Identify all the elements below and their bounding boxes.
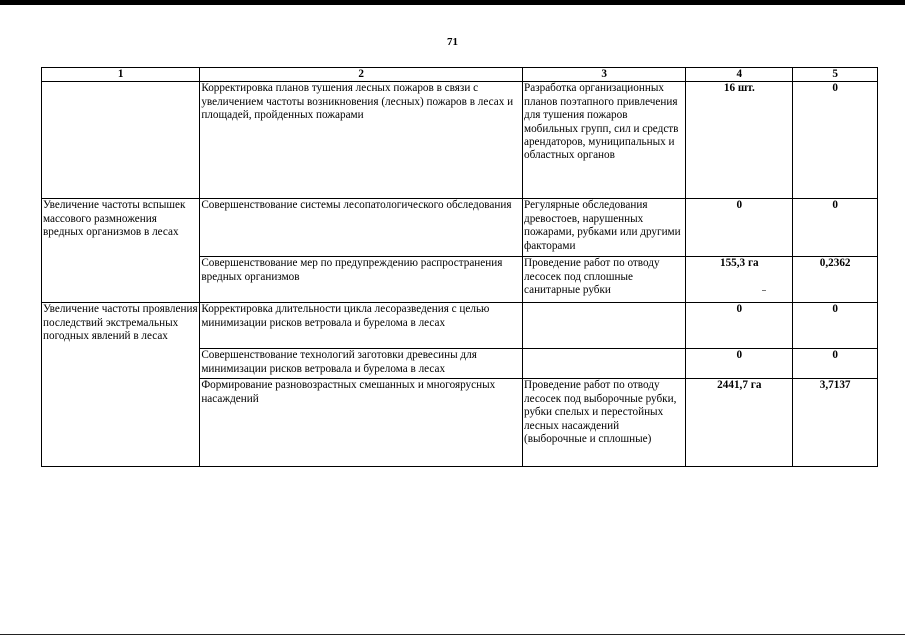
measures-table [41,67,878,467]
cost-cell: 0 [793,82,878,199]
page-number: 71 [447,36,458,48]
measure-cell: Формирование разновозрастных смешанных и многоярусных насаждений [200,379,523,467]
table-row [42,303,878,349]
risk-cell: Увеличение частоты вспышек массового размножения вредных организмов в лесах [42,199,200,303]
cost-cell: 0 [793,199,878,257]
table-row [42,199,878,257]
header-col-4: 4 [686,68,793,82]
action-cell: Разработка организационных планов поэтапного привлечения для тушения пожаров мобильных групп, сил и средств арендаторов, муниципальных и областных органов [523,82,686,199]
cost-cell: 3,7137 [793,379,878,467]
action-cell: Проведение работ по отводу лесосек под выборочные рубки, рубки спелых и перестойных лесных насаждений (выборочные и сплошные) [523,379,686,467]
volume-cell: 155,3 га [686,257,793,303]
measure-cell: Совершенствование технологий заготовки древесины для минимизации рисков ветровала и бурелома в лесах [200,349,523,379]
table-row [42,82,878,199]
action-cell: Регулярные обследования древостоев, нарушенных пожарами, рубками или другими факторами [523,199,686,257]
header-row [42,68,878,82]
volume-cell: 2441,7 га [686,379,793,467]
measure-cell: Совершенствование системы лесопатологического обследования [200,199,523,257]
measure-cell: Корректировка длительности цикла лесоразведения с целью минимизации рисков ветровала и бурелома в лесах [200,303,523,349]
cost-cell: 0,2362 [793,257,878,303]
action-cell [523,303,686,349]
risk-cell [42,82,200,199]
volume-cell: 0 [686,349,793,379]
scan-bottom-border [0,634,905,635]
cost-cell: 0 [793,303,878,349]
action-cell [523,349,686,379]
scan-smudge [762,290,766,291]
volume-cell: 0 [686,303,793,349]
cost-cell: 0 [793,349,878,379]
scan-top-border [0,0,905,5]
header-col-3: 3 [523,68,686,82]
header-col-5: 5 [793,68,878,82]
volume-cell: 16 шт. [686,82,793,199]
header-col-2: 2 [200,68,523,82]
volume-cell: 0 [686,199,793,257]
header-col-1: 1 [42,68,200,82]
risk-cell: Увеличение частоты проявления последствий экстремальных погодных явлений в лесах [42,303,200,467]
action-cell: Проведение работ по отводу лесосек под сплошные санитарные рубки [523,257,686,303]
measure-cell: Корректировка планов тушения лесных пожаров в связи с увеличением частоты возникновения (лесных) пожаров в лесах и площадей, пройденных пожарами [200,82,523,199]
measure-cell: Совершенствование мер по предупреждению распространения вредных организмов [200,257,523,303]
